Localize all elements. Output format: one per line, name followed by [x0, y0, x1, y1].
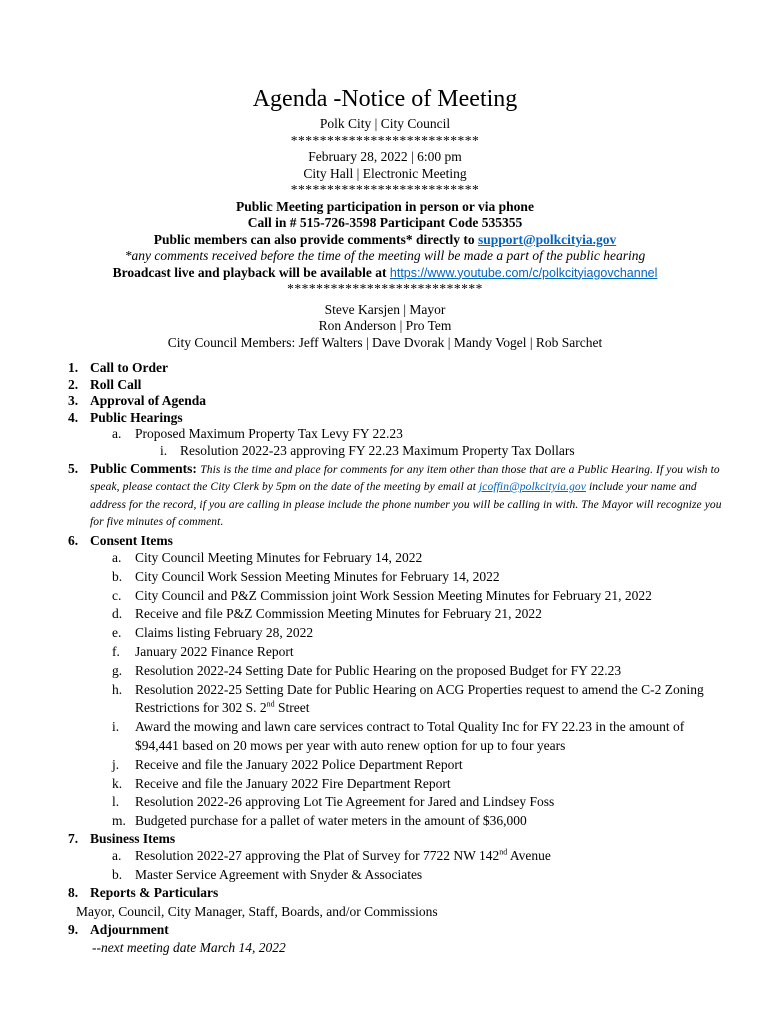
sub-item-text: Resolution 2022-26 approving Lot Tie Agreement for Jared and Lindsey Foss: [135, 794, 555, 810]
item-number: 3.: [68, 393, 79, 408]
meeting-location: City Hall | Electronic Meeting: [303, 165, 467, 181]
comments-line: [0, 232, 770, 249]
sub-item-letter: b.: [112, 867, 123, 883]
item-heading: Public Comments:: [90, 460, 197, 476]
agenda-item: [68, 360, 728, 377]
agenda-item: [68, 885, 728, 902]
sub-item-letter: k.: [112, 775, 123, 791]
sub-item-letter: b.: [112, 568, 123, 584]
sub-item-text: Receive and file the January 2022 Fire Department Report: [135, 775, 451, 791]
next-meeting-text: --next meeting date March 14, 2022: [92, 940, 286, 956]
broadcast-line: [0, 265, 770, 282]
agenda-item: [68, 393, 728, 410]
item-heading: Public Hearings: [90, 409, 183, 425]
roman-numeral: i.: [160, 442, 168, 458]
sub-item: [68, 624, 728, 643]
sub-item-text: City Council Work Session Meeting Minutes for February 14, 2022: [135, 568, 500, 584]
item-number: 2.: [68, 376, 79, 392]
sub-item-text: Master Service Agreement with Snyder & Associates: [135, 867, 423, 883]
pro-tem-line: Ron Anderson | Pro Tem: [318, 318, 452, 333]
sub-item-text: City Council Meeting Minutes for February 14, 2022: [135, 550, 423, 565]
sub-item-text: January 2022 Finance Report: [135, 643, 294, 659]
sub-item: [68, 662, 728, 681]
sub-item-letter: c.: [112, 587, 122, 603]
sub-item-text: Claims listing February 28, 2022: [135, 625, 314, 641]
sub-item: [68, 549, 728, 568]
reports-text: Mayor, Council, City Manager, Staff, Boards, and/or Commissions: [76, 903, 438, 919]
sub-item: [68, 866, 728, 885]
separator-stars: **************************: [290, 132, 480, 148]
comments-text-before: This is the time and place for comments for any item other than those that are a Public Hearing. If you wish to speak, please contact the City Clerk by 5pm on the date of the meeting by email at: [90, 463, 720, 493]
sub-item-text: Receive and file the January 2022 Police Department Report: [135, 756, 463, 772]
sub-item-letter: d.: [112, 606, 123, 622]
separator-stars: ***************************: [287, 281, 483, 296]
agenda-item: [68, 377, 728, 394]
item-number: 9.: [68, 921, 79, 937]
sub-item-text: Budgeted purchase for a pallet of water meters in the amount of $36,000: [135, 813, 527, 829]
agenda-item: [68, 410, 728, 427]
comments-prefix: Public members can also provide comments* directly to: [153, 231, 478, 247]
sub-item-text: Resolution 2022-27 approving the Plat of Survey for 7722 NW 142: [135, 848, 500, 864]
sub-item-text-end: Avenue: [507, 848, 551, 864]
sub-item-letter: e.: [112, 625, 122, 641]
sub-item: [68, 756, 728, 775]
sub-item-letter: i.: [112, 719, 120, 735]
sub-item-text: Award the mowing and lawn care services contract to Total Quality Inc for FY 22.23 in the amount of $94,441 based on 20 mows per year with auto renew option for up to four years: [135, 719, 685, 753]
item-number: 1.: [68, 360, 79, 375]
organization: Polk City | City Council: [319, 116, 451, 131]
item-number: 7.: [68, 830, 79, 846]
sub-item-text: Resolution 2022-24 Setting Date for Public Hearing on the proposed Budget for FY 22.23: [135, 662, 622, 678]
sub-item-letter: f.: [112, 643, 120, 659]
item-heading: Approval of Agenda: [90, 393, 207, 408]
ordinal-suffix: nd: [499, 847, 508, 857]
sub-item-letter: a.: [112, 550, 122, 565]
agenda-item: [68, 461, 728, 531]
item-heading: Consent Items: [90, 532, 173, 548]
item-heading: Call to Order: [90, 360, 168, 375]
participation-line: Public Meeting participation in person or via phone: [236, 198, 534, 214]
sub-item-letter: h.: [112, 681, 123, 697]
comments-note: *any comments received before the time of the meeting will be made a part of the public hearing: [124, 248, 646, 263]
sub-item-letter: m.: [112, 813, 126, 829]
item-number: 5.: [68, 460, 79, 476]
sub-item-text: Resolution 2022-25 Setting Date for Public Hearing on ACG Properties request to amend the C-2 Zoning Restrictions for 302 S. 2: [135, 681, 704, 716]
agenda-list: [68, 360, 728, 958]
agenda-item: [68, 922, 728, 939]
item-number: 4.: [68, 409, 79, 425]
sub-item-text-end: Street: [274, 700, 310, 716]
support-email-link[interactable]: support@polkcityia.gov: [478, 231, 617, 247]
sub-item: [68, 568, 728, 587]
item-heading: Adjournment: [90, 921, 169, 937]
meeting-header: [0, 84, 770, 351]
comments-text-after: include your name and address for the record, if you are calling in please include the phone number you will be calling in with. The Mayor will recognize you for five minutes of comment.: [90, 481, 722, 528]
clerk-email-link[interactable]: jcoffin@polkcityia.gov: [478, 481, 586, 493]
separator-stars: **************************: [290, 182, 480, 197]
mayor-line: Steve Karsjen | Mayor: [324, 301, 446, 317]
sub-item-text: Receive and file P&Z Commission Meeting Minutes for February 21, 2022: [135, 606, 542, 622]
sub-item: [68, 605, 728, 624]
broadcast-prefix: Broadcast live and playback will be available at: [112, 264, 390, 280]
sub-item-text: City Council and P&Z Commission joint Work Session Meeting Minutes for February 21, 2022: [135, 587, 652, 603]
sub-item: [68, 587, 728, 606]
sub-sub-item: [68, 443, 728, 459]
item-heading: Business Items: [90, 830, 176, 846]
sub-item-letter: a.: [112, 426, 122, 441]
sub-item: [68, 847, 728, 866]
sub-item: [68, 812, 728, 831]
sub-item: [68, 793, 728, 812]
item-number: 6.: [68, 532, 79, 548]
item-heading: Roll Call: [90, 376, 142, 392]
sub-item: [68, 681, 728, 719]
sub-sub-item-text: Resolution 2022-23 approving FY 22.23 Maximum Property Tax Dollars: [180, 442, 575, 458]
ordinal-suffix: nd: [266, 699, 275, 709]
sub-item: [68, 718, 728, 756]
sub-item: [68, 426, 728, 443]
agenda-item: [68, 533, 728, 550]
youtube-channel-link[interactable]: https://www.youtube.com/c/polkcityiagovchannel: [389, 265, 658, 280]
meeting-date: February 28, 2022 | 6:00 pm: [308, 149, 462, 164]
item-heading: Reports & Particulars: [90, 885, 219, 901]
sub-item: [68, 643, 728, 662]
sub-item-letter: g.: [112, 662, 123, 678]
sub-item: [68, 775, 728, 794]
sub-item-text: Proposed Maximum Property Tax Levy FY 22.23: [135, 426, 403, 441]
item-number: 8.: [68, 885, 79, 901]
call-in-line: Call in # 515-726-3598 Participant Code 535355: [247, 215, 523, 230]
sub-item-letter: a.: [112, 848, 122, 864]
sub-item-letter: l.: [112, 794, 120, 810]
page-title: Agenda -Notice of Meeting: [252, 86, 518, 112]
council-members-line: City Council Members: Jeff Walters | Dave Dvorak | Mandy Vogel | Rob Sarchet: [167, 334, 603, 350]
sub-item-letter: j.: [112, 756, 120, 772]
agenda-item: [68, 831, 728, 848]
